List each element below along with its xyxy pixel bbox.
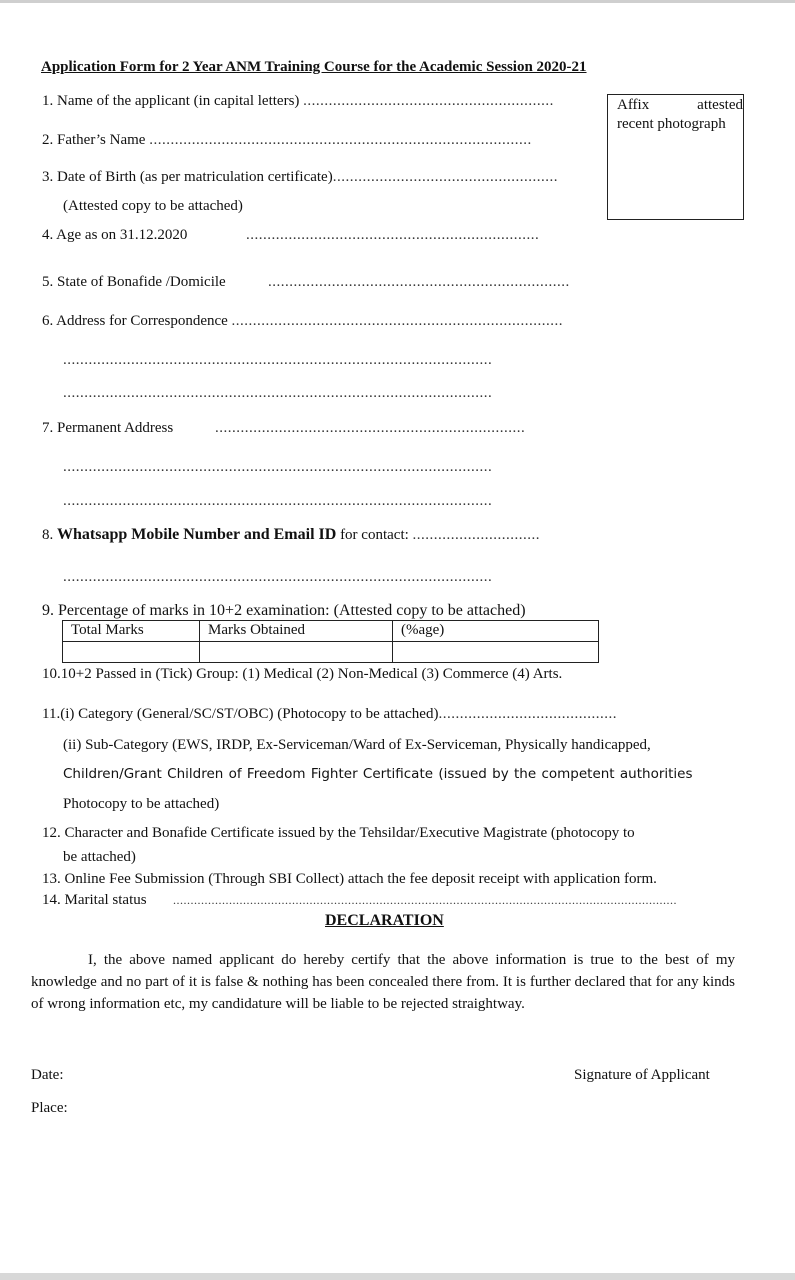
dob-label: 3. Date of Birth (as per matriculation certificate) — [42, 169, 333, 185]
photo-attested-text: attested — [697, 97, 743, 113]
address-label: 6. Address for Correspondence — [42, 313, 228, 329]
state-label: 5. State of Bonafide /Domicile — [42, 274, 226, 290]
contact-number: 8. — [42, 527, 54, 543]
marks-table-header-row — [63, 621, 599, 642]
signature-label: Signature of Applicant — [574, 1067, 710, 1083]
contact-field[interactable] — [42, 526, 540, 544]
character-certificate-line-1: 12. Character and Bonafide Certificate issued by the Tehsildar/Executive Magistrate (photocopy to — [42, 825, 635, 841]
subcategory-line-2: Children/Grant Children of Freedom Fighter Certificate (issued by the competent authorities — [63, 766, 693, 782]
category-dots: .......................................... — [438, 706, 617, 722]
address-line-2[interactable]: ..................................................................................................... — [63, 352, 493, 368]
place-label: Place: — [31, 1100, 68, 1116]
fee-submission-label: 13. Online Fee Submission (Through SBI Collect) attach the fee deposit receipt with application form. — [42, 871, 657, 887]
marks-obtained-cell[interactable] — [200, 642, 393, 663]
father-name-dots: .......................................................................................... — [149, 132, 532, 148]
age-dots[interactable]: ..................................................................... — [246, 227, 540, 243]
group-label[interactable]: 10.10+2 Passed in (Tick) Group: (1) Medical (2) Non-Medical (3) Commerce (4) Arts. — [42, 666, 563, 682]
page-top-edge — [0, 0, 795, 3]
address-field[interactable] — [42, 312, 563, 330]
declaration-title: DECLARATION — [325, 912, 444, 929]
subcategory-line-3: Photocopy to be attached) — [63, 796, 220, 812]
marks-obtained-header: Marks Obtained — [200, 621, 393, 642]
permanent-address-label: 7. Permanent Address — [42, 420, 174, 436]
photo-box-line2: recent photograph — [617, 116, 726, 132]
photo-box-line1 — [617, 96, 743, 114]
address-dots: .............................................................................. — [231, 313, 564, 329]
permanent-address-line-2[interactable]: ..................................................................................................... — [63, 459, 493, 475]
dob-field[interactable] — [42, 168, 558, 186]
marital-status-label: 14. Marital status — [42, 892, 147, 908]
dob-note: (Attested copy to be attached) — [63, 198, 243, 214]
page-bottom-edge — [0, 1273, 795, 1280]
age-label: 4. Age as on 31.12.2020 — [42, 227, 188, 243]
contact-label-bold: Whatsapp Mobile Number and Email ID — [57, 526, 337, 543]
name-dots: ........................................................... — [303, 93, 554, 109]
marital-status-dots[interactable]: ................................................................................................................................................ — [173, 893, 677, 907]
contact-label-rest: for contact: — [340, 527, 409, 543]
father-name-label: 2. Father’s Name — [42, 132, 146, 148]
name-label: 1. Name of the applicant (in capital letters) — [42, 93, 300, 109]
contact-line-2[interactable]: ..................................................................................................... — [63, 569, 493, 585]
total-marks-header: Total Marks — [63, 621, 200, 642]
percentage-header: (%age) — [393, 621, 599, 642]
dob-dots: ..................................................... — [332, 169, 558, 185]
category-label: 11.(i) Category (General/SC/ST/OBC) (Photocopy to be attached) — [42, 706, 439, 722]
character-certificate-line-2: be attached) — [63, 849, 136, 865]
category-field[interactable] — [42, 705, 617, 723]
marks-table — [62, 620, 599, 663]
photo-affix-text: Affix — [617, 97, 650, 113]
permanent-address-dots[interactable]: ......................................................................... — [215, 420, 526, 436]
subcategory-line-1: (ii) Sub-Category (EWS, IRDP, Ex-Serviceman/Ward of Ex-Serviceman, Physically handicapped, — [63, 737, 651, 753]
state-dots[interactable]: ....................................................................... — [268, 274, 570, 290]
contact-dots: .............................. — [412, 527, 541, 543]
percentage-cell[interactable] — [393, 642, 599, 663]
photo-box — [607, 94, 744, 220]
father-name-field[interactable] — [42, 131, 532, 149]
form-title: Application Form for 2 Year ANM Training Course for the Academic Session 2020-21 — [41, 59, 587, 75]
address-line-3[interactable]: ..................................................................................................... — [63, 385, 493, 401]
percentage-label: 9. Percentage of marks in 10+2 examination: (Attested copy to be attached) — [42, 602, 526, 619]
total-marks-cell[interactable] — [63, 642, 200, 663]
marks-table-row — [63, 642, 599, 663]
permanent-address-line-3[interactable]: ..................................................................................................... — [63, 493, 493, 509]
date-label: Date: — [31, 1067, 64, 1083]
name-field[interactable] — [42, 92, 554, 110]
declaration-text: I, the above named applicant do hereby certify that the above information is true to the best of my knowledge and no part of it is false & nothing has been concealed there from. It is further declared that for any kinds of wrong information etc, my candidature will be liable to be rejected straightway. — [31, 952, 735, 1012]
